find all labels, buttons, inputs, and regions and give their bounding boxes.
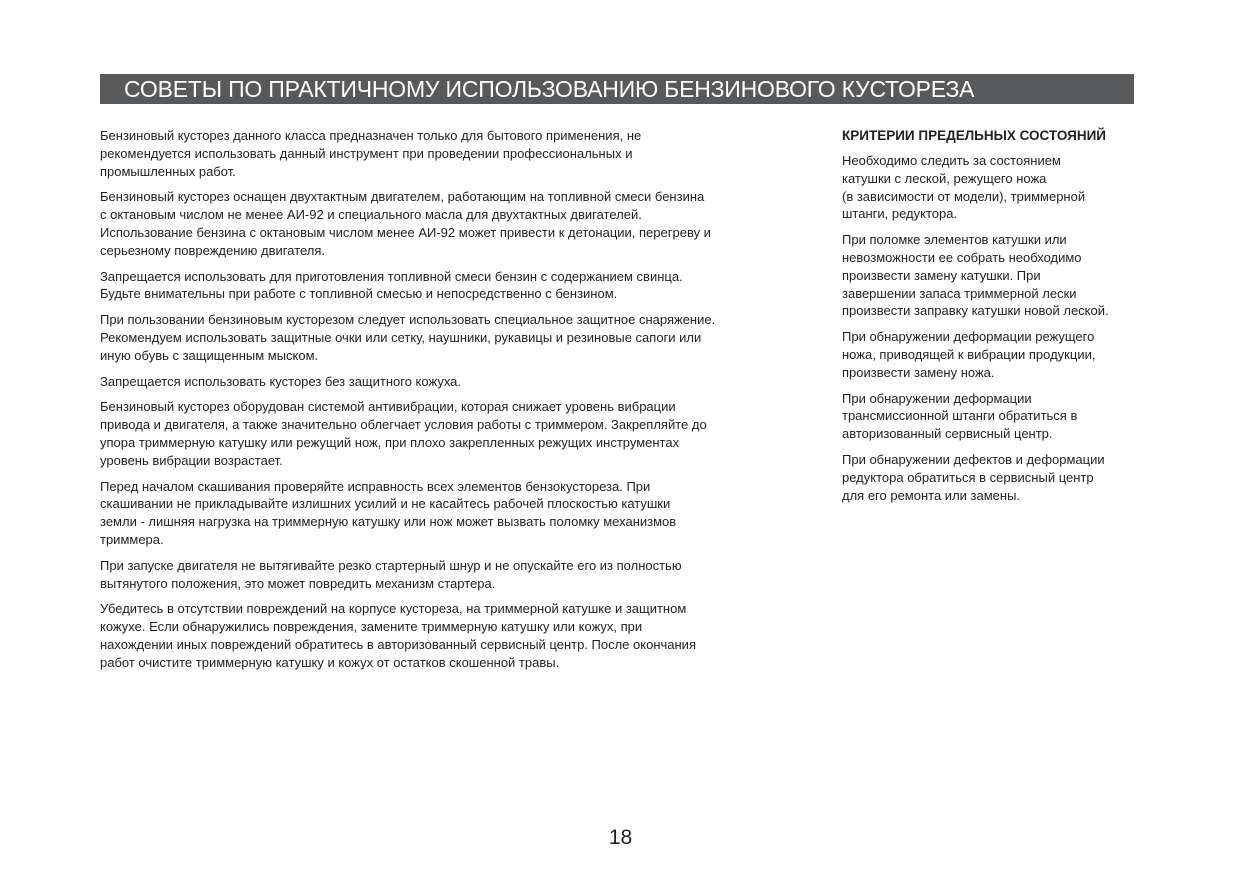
paragraph-protective-gear: При пользовании бензиновым кусторезом следует использовать специальное защитное снаряжение. Рекомендуем использовать защитные очки или сетку, наушники, рукавицы и резиновые сапоги или иную обувь с защищенным мыском.: [100, 312, 716, 363]
paragraph-intended-use: Бензиновый кусторез данного класса предназначен только для бытового применения, не рекомендуется использовать данный инструмент при проведении профессиональных и промышленных работ.: [100, 128, 642, 179]
paragraph-engine-fuel: Бензиновый кусторез оснащен двухтактным двигателем, работающим на топливной смеси бензина с октановым числом не менее АИ-92 и специального масла для двухтактных двигателей. Использование бензина с октановым числом менее АИ-92 может привести к детонации, перегреву и серьезному повреждению двигателя.: [100, 189, 711, 258]
left-column: [100, 127, 800, 680]
section-title-bar: [100, 74, 1134, 104]
paragraph-guard-required: Запрещается использовать кусторез без защитного кожуха.: [100, 373, 462, 389]
section-title: СОВЕТЫ ПО ПРАКТИЧНОМУ ИСПОЛЬЗОВАНИЮ БЕНЗИНОВОГО КУСТОРЕЗА: [124, 76, 975, 102]
paragraph-before-mowing: Перед началом скашивания проверяйте исправность всех элементов бензокустореза. При скашивании не прикладывайте излишних усилий и не касайтесь рабочей плоскостью катушки земли - лишняя нагрузка на триммерную катушку или нож может вызвать поломку механизмов триммера.: [100, 478, 677, 547]
paragraph-damage-check: Убедитесь в отсутствии повреждений на корпусе кустореза, на триммерной катушке и защитном кожухе. Если обнаружились повреждения, замените триммерную катушку или кожух, при нахождении иных повреждений обратитесь в авторизованный сервисный центр. После окончания работ очистите триммерную катушку и кожух от остатков скошенной травы.: [100, 601, 696, 670]
paragraph-antivibration: Бензиновый кусторез оборудован системой антивибрации, которая снижает уровень вибрации привода и двигателя, а также значительно облегчает условия работы с триммером. Закрепляйте до упора триммерную катушку или режущий нож, при плохо закрепленных режущих инструментах уровень вибрации возрастает.: [100, 399, 707, 468]
paragraph-spool-replacement: При поломке элементов катушки или невозможности ее собрать необходимо произвести замену катушки. При завершении запаса триммерной лески произвести заправку катушки новой леской.: [842, 232, 1109, 319]
right-column: [842, 127, 1140, 512]
paragraph-gearbox-defects: При обнаружении дефектов и деформации редуктора обратиться в сервисный центр для его ремонта или замены.: [842, 451, 1105, 503]
paragraph-starter-cord: При запуске двигателя не вытягивайте резко стартерный шнур и не опускайте его из полностью вытянутого положения, это может повредить механизм стартера.: [100, 557, 682, 591]
paragraph-blade-deformation: При обнаружении деформации режущего ножа, приводящей к вибрации продукции, произвести замену ножа.: [842, 329, 1096, 380]
paragraph-monitor-condition: Необходимо следить за состоянием катушки с леской, режущего ножа (в зависимости от модели), триммерной штанги, редуктора.: [842, 153, 1086, 222]
paragraph-leaded-fuel: Запрещается использовать для приготовления топливной смеси бензин с содержанием свинца. Будьте внимательны при работе с топливной смесью и непосредственно с бензином.: [100, 268, 683, 302]
limit-states-heading: КРИТЕРИИ ПРЕДЕЛЬНЫХ СОСТОЯНИЙ: [842, 128, 1107, 143]
page-number: 18: [608, 826, 633, 849]
paragraph-shaft-deformation: При обнаружении деформации трансмиссионной штанги обратиться в авторизованный сервисный центр.: [842, 390, 1078, 442]
